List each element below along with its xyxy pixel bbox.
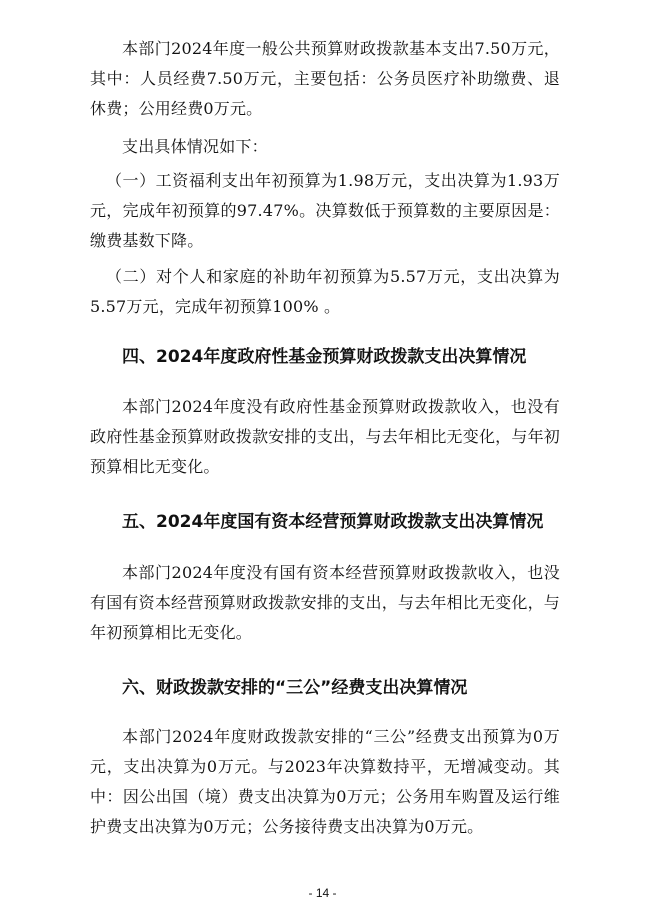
- salary-welfare-item: （一）工资福利支出年初预算为1.98万元，支出决算为1.93万元，完成年初预算的97.47%。决算数低于预算数的主要原因是：缴费基数下降。: [90, 171, 560, 250]
- section-heading-three-public: 六、财政拨款安排的“三公”经费支出决算情况: [122, 678, 468, 698]
- expenditure-details-intro: 支出具体情况如下：: [122, 137, 268, 156]
- three-public-paragraph: 本部门2024年度财政拨款安排的“三公”经费支出预算为0万元，支出决算为0万元。与2023年决算数持平，无增减变动。其中：因公出国（境）费支出决算为0万元；公务用车购置及运行维护费支出决算为0万元；公务接待费支出决算为0万元。: [90, 727, 560, 836]
- page-number: - 14 -: [308, 886, 337, 900]
- family-subsidy-item: （二）对个人和家庭的补助年初预算为5.57万元，支出决算为5.57万元，完成年初预算100% 。: [90, 267, 560, 316]
- section-heading-government-fund: 四、2024年度政府性基金预算财政拨款支出决算情况: [122, 347, 527, 367]
- government-fund-paragraph: 本部门2024年度没有政府性基金预算财政拨款收入，也没有政府性基金预算财政拨款安排的支出，与去年相比无变化，与年初预算相比无变化。: [90, 397, 560, 476]
- section-heading-state-capital: 五、2024年度国有资本经营预算财政拨款支出决算情况: [122, 512, 544, 532]
- state-capital-paragraph: 本部门2024年度没有国有资本经营预算财政拨款收入，也没有国有资本经营预算财政拨款安排的支出，与去年相比无变化，与年初预算相比无变化。: [90, 563, 560, 642]
- basic-expenditure-paragraph: 本部门2024年度一般公共预算财政拨款基本支出7.50万元，其中：人员经费7.50万元，主要包括：公务员医疗补助缴费、退休费；公用经费0万元。: [90, 39, 560, 118]
